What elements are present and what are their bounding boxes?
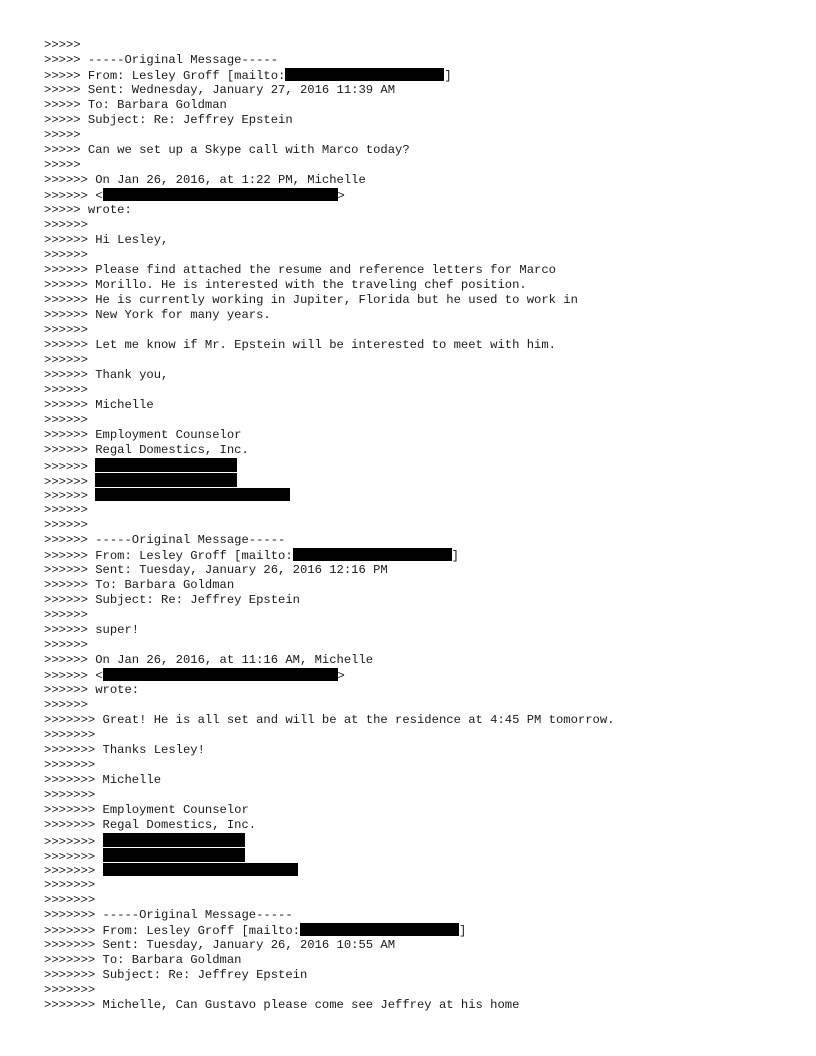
sent-line: >>>>> Sent: Wednesday, January 27, 2016 11:39 AM <box>44 83 396 97</box>
quote-line: >>>>>>> <box>44 728 96 742</box>
message-line: >>>>> Can we set up a Skype call with Marco today? <box>44 143 410 157</box>
reply-header-wrote-line: >>>>>> wrote: <box>44 683 140 697</box>
original-message-divider: >>>>> -----Original Message----- <box>44 53 279 67</box>
message-line: >>>>>> super! <box>44 623 140 637</box>
quote-line: >>>>>>> <box>44 878 96 892</box>
quote-line: >>>>>>> <box>44 983 96 997</box>
quote-line: >>>>>> <box>44 698 88 712</box>
sent-line: >>>>>> Sent: Tuesday, January 26, 2016 12:16 PM <box>44 563 388 577</box>
quote-line: >>>>> <box>44 158 81 172</box>
redaction-bar <box>95 473 237 487</box>
reply-header-line: >>>>>> On Jan 26, 2016, at 1:22 PM, Michelle <box>44 173 366 187</box>
quote-line: >>>>>> <box>44 383 88 397</box>
redaction-bar <box>300 923 459 936</box>
signature-company-line: >>>>>> Regal Domestics, Inc. <box>44 443 249 457</box>
original-message-divider: >>>>>> -----Original Message----- <box>44 533 286 547</box>
subject-line: >>>>>>> Subject: Re: Jeffrey Epstein <box>44 968 308 982</box>
redaction-bar <box>103 668 338 681</box>
message-line: >>>>>>> Great! He is all set and will be at the residence at 4:45 PM tomorrow. <box>44 713 615 727</box>
from-line: >>>>> From: Lesley Groff [mailto: ] <box>44 69 452 83</box>
redaction-bar <box>103 188 338 201</box>
quote-line: >>>>>> <box>44 638 88 652</box>
signature-name-line: >>>>>> Michelle <box>44 398 154 412</box>
from-line: >>>>>> From: Lesley Groff [mailto: ] <box>44 549 459 563</box>
quote-line: >>>>> <box>44 128 81 142</box>
quote-line: >>>>>>> <box>44 788 96 802</box>
original-message-divider: >>>>>>> -----Original Message----- <box>44 908 293 922</box>
message-line: >>>>>> Please find attached the resume and reference letters for Marco <box>44 263 556 277</box>
quote-line: >>>>>> <box>44 413 88 427</box>
redaction-bar <box>285 68 444 81</box>
reply-header-line: >>>>>> On Jan 26, 2016, at 11:16 AM, Michelle <box>44 653 374 667</box>
from-line: >>>>>>> From: Lesley Groff [mailto: ] <box>44 924 467 938</box>
redaction-bar <box>103 863 298 876</box>
signature-redacted-line: >>>>>>> <box>44 848 614 863</box>
reply-header-wrote-line: >>>>> wrote: <box>44 203 132 217</box>
quote-line: >>>>>> <box>44 518 88 532</box>
signature-redacted-line: >>>>>>> <box>44 833 614 848</box>
redaction-bar <box>103 833 245 847</box>
to-line: >>>>>> To: Barbara Goldman <box>44 578 235 592</box>
message-line: >>>>>> New York for many years. <box>44 308 271 322</box>
signature-title-line: >>>>>> Employment Counselor <box>44 428 242 442</box>
closing-line: >>>>>>> Thanks Lesley! <box>44 743 205 757</box>
email-thread-body <box>44 38 614 1013</box>
quote-line: >>>>>> <box>44 353 88 367</box>
message-line: >>>>>>> Michelle, Can Gustavo please come see Jeffrey at his home <box>44 998 520 1012</box>
quote-line: >>>>>>> <box>44 893 96 907</box>
quote-line: >>>>> <box>44 38 81 52</box>
signature-redacted-line: >>>>>> <box>44 458 614 473</box>
subject-line: >>>>>> Subject: Re: Jeffrey Epstein <box>44 593 300 607</box>
quote-line: >>>>>> <box>44 248 88 262</box>
closing-line: >>>>>> Thank you, <box>44 368 169 382</box>
reply-header-email-line: >>>>>> < > <box>44 189 345 203</box>
signature-company-line: >>>>>>> Regal Domestics, Inc. <box>44 818 257 832</box>
to-line: >>>>> To: Barbara Goldman <box>44 98 227 112</box>
redaction-bar <box>95 458 237 472</box>
to-line: >>>>>>> To: Barbara Goldman <box>44 953 242 967</box>
message-line: >>>>>> Let me know if Mr. Epstein will be interested to meet with him. <box>44 338 556 352</box>
redaction-bar <box>95 488 290 501</box>
message-line: >>>>>> He is currently working in Jupiter, Florida but he used to work in <box>44 293 578 307</box>
redaction-bar <box>293 548 452 561</box>
signature-redacted-line: >>>>>>> <box>44 863 614 878</box>
quote-line: >>>>>> <box>44 323 88 337</box>
quote-line: >>>>>>> <box>44 758 96 772</box>
sent-line: >>>>>>> Sent: Tuesday, January 26, 2016 10:55 AM <box>44 938 396 952</box>
message-line: >>>>>> Morillo. He is interested with the traveling chef position. <box>44 278 527 292</box>
quote-line: >>>>>> <box>44 503 88 517</box>
greeting-line: >>>>>> Hi Lesley, <box>44 233 169 247</box>
quote-line: >>>>>> <box>44 218 88 232</box>
subject-line: >>>>> Subject: Re: Jeffrey Epstein <box>44 113 293 127</box>
signature-title-line: >>>>>>> Employment Counselor <box>44 803 249 817</box>
reply-header-email-line: >>>>>> < > <box>44 669 345 683</box>
quote-line: >>>>>> <box>44 608 88 622</box>
signature-redacted-line: >>>>>> <box>44 488 614 503</box>
signature-redacted-line: >>>>>> <box>44 473 614 488</box>
redaction-bar <box>103 848 245 862</box>
signature-name-line: >>>>>>> Michelle <box>44 773 162 787</box>
